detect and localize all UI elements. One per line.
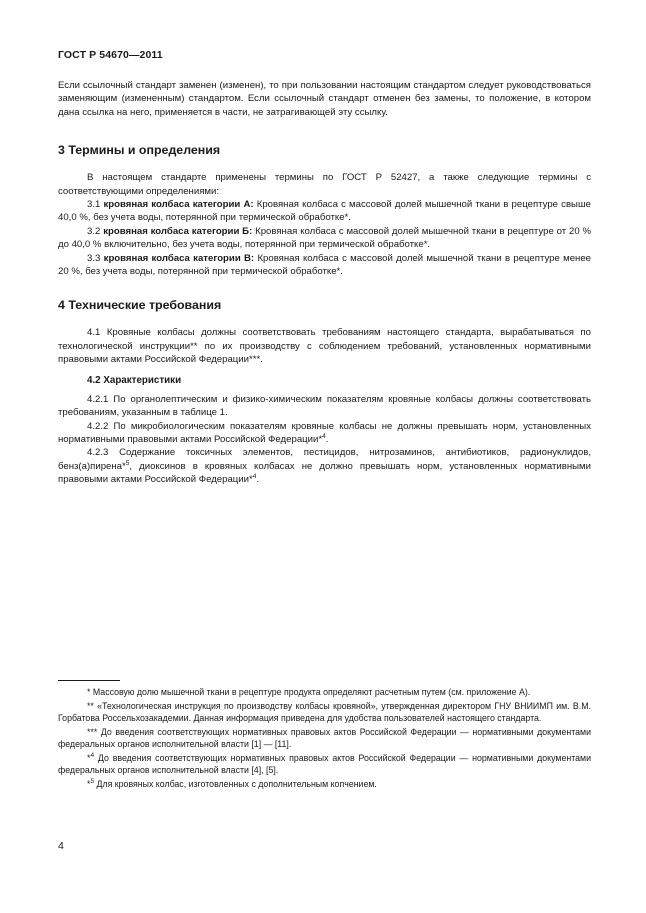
footnote-text: До введения соответствующих нормативных правовых актов Российской Федерации — нормативными документами федеральных органов исполнительной власти [4], [5]. [58, 752, 591, 775]
term-definition: Кровяная колбаса с массовой долей мышечной ткани в рецептуре от 20 % до 40,0 % включительно, без учета воды, потерянной при термической обработке*. [58, 225, 592, 251]
footnote-ref: 4 [252, 472, 257, 480]
subsection-4-2-title: 4.2 Характеристики [87, 374, 182, 386]
term-name: кровяная колбаса категории В: [103, 252, 255, 264]
footnote-mark: ** [87, 700, 94, 711]
paragraph-end: . [325, 433, 329, 445]
paragraph-4-1: 4.1 Кровяные колбасы должны соответствовать требованиям настоящего стандарта, вырабатываться по технологической инструкции** по их производству с соблюдением требований, установленных нормативными правовыми актами Российской Федерации***. [58, 327, 591, 366]
term-3-2 [58, 225, 591, 252]
term-number: 3.2 [87, 225, 101, 237]
footnote-mark: * [87, 778, 91, 789]
term-definition: Кровяная колбаса с массовой долей мышечной ткани в рецептуре свыше 40,0 %, без учета воды, потерянной при термической обработке*. [58, 199, 591, 224]
term-3-1 [58, 198, 591, 225]
term-definition: Кровяная колбаса с массовой долей мышечной ткани в рецептуре менее 20 %, без учета воды, потерянной при термической обработке*. [58, 252, 592, 278]
footnote-text: Для кровяных колбас, изготовленных с дополнительным копчением. [94, 778, 377, 789]
intro-paragraph: Если ссылочный стандарт заменен (изменен), то при пользовании настоящим стандартом следует руководствоваться заменяющим (измененным) стандартом. Если ссылочный стандарт отменен без замены, то положение, в котором дана ссылка на него, применяется в части, не затрагивающей эту ссылку. [58, 80, 591, 118]
paragraph-4-2-2 [58, 420, 591, 447]
footnote-4 [58, 752, 591, 777]
footnote-mark: * [87, 752, 91, 763]
section-3-title: 3 Термины и определения [58, 143, 221, 158]
footnotes [58, 686, 591, 791]
section-4-title: 4 Технические требования [58, 298, 222, 313]
term-3-3 [58, 252, 591, 279]
footnote-text: «Технологическая инструкция по производству колбасы кровяной», утвержденная директором ГНУ ВНИИМП им. В.М. Горбатова Россельхозакадемии. Данная информация приведена для удобства пользователей настоящего стандарта. [58, 700, 591, 723]
footnote-text: До введения соответствующих нормативных правовых актов Российской Федерации — нормативными документами федеральных органов исполнительной власти [1] — [11]. [58, 726, 591, 749]
paragraph-text: 4.2.2 По микробиологическим показателям кровяные колбасы не должны превышать норм, установленных нормативными правовыми актами Российской Федерации* [58, 420, 591, 445]
term-number: 3.1 [87, 199, 101, 211]
paragraph-end: . [256, 474, 260, 486]
term-name: кровяная колбаса категории Б: [103, 225, 253, 237]
page-body [58, 79, 591, 487]
footnote-ref: 5 [125, 459, 130, 467]
paragraph-4-2-3 [58, 446, 591, 486]
footnote-mark-sup: 4 [90, 751, 95, 759]
term-name: кровяная колбаса категории А: [103, 199, 254, 211]
section-3-lead: В настоящем стандарте применены термины по ГОСТ Р 52427, а также следующие термины с соответствующими определениями: [58, 172, 591, 197]
paragraph-4-2-1: 4.2.1 По органолептическим и физико-химическим показателям кровяные колбасы должны соответствовать требованиям, указанным в таблице 1. [58, 393, 591, 419]
footnote-mark-sup: 5 [90, 777, 95, 785]
footnote-1 [58, 686, 591, 699]
footnote-3 [58, 726, 591, 751]
page-number: 4 [58, 840, 64, 852]
footnote-text: Массовую долю мышечной ткани в рецептуре продукта определяют расчетным путем (см. приложение А). [90, 687, 531, 697]
footnote-mark: *** [87, 726, 98, 737]
footnote-ref: 4 [322, 432, 326, 440]
footnote-5 [58, 778, 591, 791]
paragraph-text: 4.2.3 Содержание токсичных элементов, пестицидов, нитрозаминов, антибиотиков, радионуклидов, бенз(а)пирена* [58, 447, 591, 472]
footnote-mark: * [87, 687, 91, 697]
paragraph-text: , диоксинов в кровяных колбасах не должно превышать норм, установленных нормативными правовыми актами Российской Федерации* [58, 460, 591, 486]
term-number: 3.3 [87, 252, 101, 264]
footnote-separator [58, 680, 120, 681]
running-header: ГОСТ Р 54670—2011 [58, 49, 163, 61]
footnote-2 [58, 700, 591, 725]
